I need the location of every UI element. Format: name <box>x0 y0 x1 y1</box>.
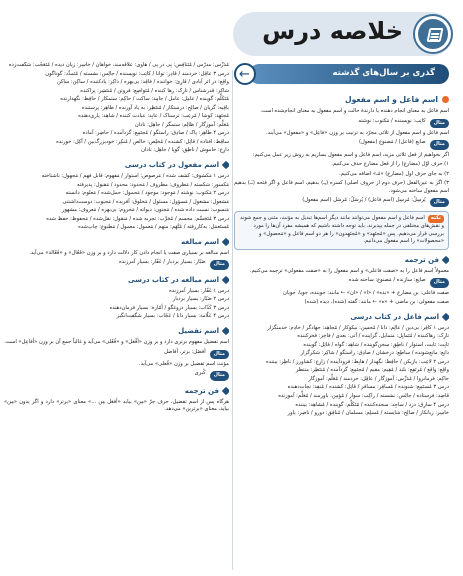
example <box>4 349 229 359</box>
word-list-line: مُعَلِّم: آموزگار / ظالِم: ستمگر / جاهِل: نادان <box>134 121 229 128</box>
word-list-line: دارِع: خاموش / ناطِق: گویا / جاهِل: نادان <box>141 147 229 154</box>
step: ۲) به جای حرف اول (مضارع) «مُـ» اضافه می‌کنیم. <box>339 170 449 177</box>
header <box>0 0 463 70</box>
example-text: أفضَل: برتر، أفاضل <box>164 348 206 355</box>
section-heading: فن ترجمه <box>4 386 229 396</box>
tip-badge: نکته <box>428 215 444 223</box>
diamond-icon <box>222 327 229 335</box>
example <box>234 139 449 149</box>
example-badge: مثال <box>430 278 449 287</box>
scroll-icon <box>415 16 451 52</box>
diamond-icon <box>442 312 449 320</box>
column-divider <box>232 70 233 570</box>
section-heading: فن ترجمه <box>234 255 449 265</box>
paragraph: اسم مبالغه بر بسیاری صفت یا انجام دادن کار دلالت دارد و بر وزن «فَعّال» و «فَعّالة» می‌آید. <box>29 249 229 256</box>
example-badge: مثال <box>430 140 449 149</box>
word-list-line: درس ۱ کافِر: بی‌دین / عالِم: دانا / مُحسِن: نیکوکار / مُجاهِد: جهادگر / خادِم: خدمتگزار <box>267 324 449 331</box>
example-badge: مثال <box>210 371 229 380</box>
word-list-line: باقِیه: گریان / صالِح: درستکار / مُنتَظِر: به یاد آورنده / طاهِر: پرستنده <box>81 104 229 111</box>
review-label: گذری بر سال‌های گذشته <box>332 68 435 78</box>
word-list-line: درس ۳ عاقِل: خردمند / قادِر: توانا / کاتِب: نویسنده / جالِس: نشسته / مُتَمدِّد: گوناگون <box>45 70 229 77</box>
word-list-line: درس ۳ کَذّاب: بسیار دروغگو / أمّارة: بسیار فرمان‌دهنده <box>109 304 229 311</box>
diamond-icon <box>222 238 229 246</box>
step: ۳) اگر به عین‌الفعل (حرف دوم از حروف اصلی) کسره (ـِـ) بدهیم، اسم فاعل و اگر فتحه (ـَـ) بدهیم اسم مفعول ساخته می‌شود. <box>234 180 449 194</box>
example-badge: مثال <box>430 198 449 207</box>
section-heading: اسم فاعل در کتاب درسی <box>234 312 449 322</box>
right-column <box>234 62 449 572</box>
word-list-line: درس ۱ مَکشوف: کشف شده / مَرصوص: استوار / مَفهوم: قابل فهم / مَجهول: ناشناخته <box>41 172 229 179</box>
word-list-line: تارِک: رهاکننده / مُتَمایِل: متمایل، گراینده / آتی: بعدی / فاخِر: فخرکننده <box>297 333 449 340</box>
example <box>4 259 229 269</box>
word-list-line: مُجتَهِد: کوشا / مُرعِب: ترسناک / عابِد: عبادت کننده / شاهِد: یاری‌دهنده <box>78 113 229 120</box>
word-list-line: درس ۴ سارِق: دزد / ساجِد: سجده‌کننده / مُتَکَلِّم: گوینده / مُشاهِد: بیننده <box>295 401 449 408</box>
diamond-icon <box>222 275 229 283</box>
word-list-line: مُستَعمَل: به‌کاررفته / مُتَّهَم: متهم / مَعمول: معمول / مَطبوع: چاپ‌شده <box>78 224 229 231</box>
word-list-line: درس ۲ لاعِب: بازیکن / حافِظ: نگهدار / هابِط: فرودآینده / زارِع: کشاورز / ناظِر: بیننده <box>266 358 449 365</box>
paragraph: اسم فاعل به معنای انجام دهنده یا دارندهٔ حالت و اسم مفعول به معنای انجام‌شده است. <box>260 108 449 114</box>
section-heading: اسم مبالغه در کتاب درسی <box>4 275 229 285</box>
word-list-line: درس ۴ عَلّامة: بسیار دانا / عَجّاب: بسیار شگفت‌انگیز <box>116 313 229 320</box>
left-column <box>4 62 229 572</box>
word-list-line: ثابِت: ثابت، استوار / ناطِق: سخن‌گوینده / شاهِد: گواه / قائِل: گوینده <box>303 341 449 348</box>
example <box>234 277 449 287</box>
word-list-line: ساقِط: افتاده / قاتِل: کشنده / مُخلِص: خالص / مُنکِر: خودبزرگ‌بین / آکِل: خورنده <box>56 138 229 145</box>
paragraph: اسم فاعل و اسم مفعول از ثلاثی مجرّد به ترتیب بر وزن «فاعِل» و «مفعول» می‌آیند. <box>265 129 449 136</box>
arrow-left-icon[interactable] <box>234 63 256 85</box>
tip-text: اسم فاعل و اسم مفعول می‌توانند مانند دیگر اسم‌ها تبدیل به مؤنث، مثنی و جمع شوند و نقش‌های مختلفی در جمله بپذیرند. باید توجه داشته باشیم که همیشه مفرد آن‌ها را مورد بررسی قرار می‌دهیم. پس «مُجتَهِد» و «مُجتَهِدون» را هر دو اسم فاعل و «مَحصول» و «محصولات» را اسم مفعول می‌دانیم. <box>240 215 444 245</box>
word-list-line: درس ۱ غَفّار: بسیار آمرزنده <box>169 287 229 294</box>
review-bar[interactable] <box>234 62 449 88</box>
example-text: صانِع (فاعل) / مَصنوع (مفعول) <box>358 139 426 146</box>
diamond-icon <box>442 255 449 263</box>
word-list-line: درس ۳ مُتَجَسِّم: مجسم / مُجَرَّب: تجربه شده / مَنقول: نقل‌شده / مَحفوظ: حفظ شده <box>46 215 229 222</box>
word-list-line: درس ۴ طاهِر: پاک / صادِق: راستگو / مُجتَمِع: گردآمده / حاضِر: آماده <box>82 130 229 137</box>
word-list-line: حاکِم: فرمانروا / مُدَرِّس: آموزگار / عاقِل: خردمند / مُعَلِّم: آموزگار <box>308 375 449 382</box>
bullet-dot-icon <box>442 96 449 103</box>
word-list-line: واقِع: در اثر آبادی / قارِئ: خواننده / فاقِد: بی‌بهره / ذاکِر: یادکننده / ساکِن: ساکن <box>56 79 229 86</box>
example-badge: مثال <box>210 350 229 359</box>
example-badge: مثال <box>210 260 229 269</box>
word-list-line: دانِع: مانع‌شونده / ساطِع: درخشان / صادِق: راستگو / شاکِر: شکرگزار <box>300 350 449 357</box>
example <box>234 197 449 207</box>
diamond-icon <box>222 386 229 394</box>
example-text: کاتِب: نویسنده / مَکتوب: نوشته <box>358 117 426 124</box>
word-list-line: مُتَکَلِّم: گوینده / عامِل: عامل / جامِد: ساکت / حاکِم: ستمکار / حافِظ: نگهدارنده <box>60 96 229 103</box>
word-list-line: شاکِر: قدرشناس / تارِک: رها کننده / مُتَواضِع: فروتن / مُنتَشِر: پراکنده <box>80 87 229 94</box>
page-title: خلاصه درس <box>262 17 403 45</box>
tip-box <box>234 211 449 249</box>
example-text: کُبری <box>194 370 206 377</box>
step: ۱) حرف اوّل (مضارع) را از فعل مضارع حذف می‌کنیم. <box>331 161 449 168</box>
section-heading: اسم مبالغه <box>4 237 229 247</box>
example <box>234 118 449 128</box>
word-list-line: درس ۲ صَبّار: بسیار بردبار <box>172 296 229 303</box>
paragraph: صفت فاعلی: بن مضارع + «نده» / «ا» / «ان» ← مانند: جوینده، جویا، جویان <box>283 289 449 296</box>
example <box>4 370 229 380</box>
word-list-line: درس ۳ مُستَمِع: شنونده / مُسافِر: مسافر / قاتِل: کشنده / مُنقِذ: نجات‌دهنده <box>287 384 449 391</box>
word-list-line: قاصِد: فرستاده / جالِس: نشسته / راکِب: سوار / مُؤمِن: باورمند / مُعَلِّم: آموزنده <box>278 392 449 399</box>
word-list-line: مَنسوب: نسبت داده شده / مَجنون: دیوانه / مَحروم: بی‌بهره / مَعروف: مشهور <box>61 207 229 214</box>
section-heading: اسم تفضیل <box>4 326 229 336</box>
diamond-icon <box>222 161 229 169</box>
word-list-line: مَشغول: مشغول / مَسؤول: مسئول / مَخلوق: آفریده / مَحبوب: دوست‌داشتنی <box>62 198 229 205</box>
paragraph: اسم تفضیل مفهوم برتری دارد و بر وزن «أفْعَل» و «فُعْلی» می‌آید و غالباً جمع آن بر وزن «أفاعِل» است. <box>4 339 229 346</box>
paragraph: صفت مفعولی: بن ماضی + «ه» ← مانند: گفته (شده)، دیده (شده) <box>304 299 449 306</box>
word-list-line: مَکسور: شکسته / مَظروف: مظروف / مَحدود: محدود / مَقبول: پذیرفته <box>77 181 229 188</box>
paragraph: معمولاً اسم فاعل را به «صفت فاعلی» و اسم مفعول را به «صفت مفعولی» ترجمه می‌کنیم. <box>249 267 449 274</box>
section-heading: اسم مفعول در کتاب درسی <box>4 160 229 170</box>
paragraph: اگر بخواهیم از فعل ثلاثی مزید، اسم فاعل و اسم مفعول بسازیم به روش زیر عمل می‌کنیم: <box>252 151 449 158</box>
word-list-line: واقِع: واقع / مُرتَفِع: بلند / مُقِیم: مقیم / مُجتَمِع: گردآمده / مُنتَظِر: منتظر <box>295 367 449 374</box>
word-list-line: مُدَرِّس: مدرّس / مُتَنافِس: پی در پی / هاوی: علاقه‌مند، خواهان / خاسِر: زیان دیده / مُتَعَجِّب: شگفت‌زده <box>8 62 229 68</box>
example-text: صَبّار: بسیار بردبار / غَفّار: بسیار آمرزنده <box>118 259 206 266</box>
example-badge: مثال <box>430 119 449 128</box>
paragraph: مؤنث اسم تفضیل بر وزن «فُعلی» می‌آید. <box>138 360 229 367</box>
word-list-line: درس ۲ مَکتوب: نوشته / مَوجود: موجود / مَحمول: حمل‌شده / مَعلوم: دانسته <box>65 190 229 197</box>
paragraph: هرگاه پس از اسم تفضیل، حرف جرّ «مِن» بیاید «أفعَل مِن ...» معنای «برتر» دارد و اگر بدون «مِن» بیاید، معنای «برترین» می‌دهد. <box>4 398 229 413</box>
example-text: صانِع: سازنده / مَصنوع: ساخته شده <box>348 277 426 284</box>
section-heading: اسم فاعل و اسم مفعول <box>234 94 449 105</box>
example-text: یُرسِلُ: مُرسِل (اسم فاعل) / یُرسَلُ: مُرسَل (اسم مفعول) <box>302 197 426 204</box>
word-list-line: خاسِر: زیانکار / صالِح: شایسته / مُسلِم: مسلمان / مُنافِق: دورو / ناصِر: یاور <box>287 410 449 417</box>
